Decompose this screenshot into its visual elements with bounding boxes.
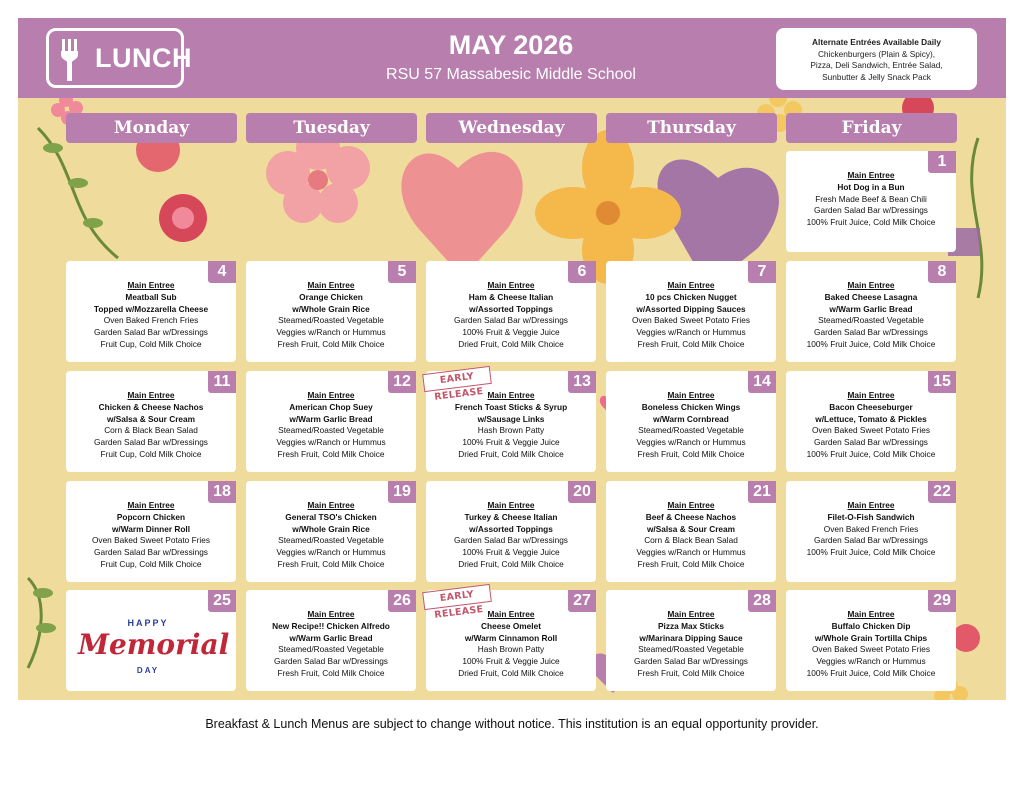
main-entree-item: w/Warm Dinner Roll — [111, 523, 191, 534]
main-entree-label: Main Entree — [307, 609, 355, 619]
main-entree-label: Main Entree — [307, 280, 355, 290]
menu-items — [250, 609, 412, 680]
side-item: Veggies w/Ranch or Hummus — [636, 437, 746, 448]
main-entree-item: Chicken & Cheese Nachos — [98, 401, 204, 412]
main-entree-item: Popcorn Chicken — [116, 511, 186, 522]
main-entree-item: Hot Dog in a Bun — [837, 181, 905, 192]
main-entree-item: Orange Chicken — [299, 291, 363, 302]
menu-items — [250, 500, 412, 571]
side-item: Dried Fruit, Cold Milk Choice — [458, 448, 564, 459]
main-entree-item: Boneless Chicken Wings — [641, 401, 741, 412]
menu-items — [430, 500, 592, 571]
day-number: 20 — [568, 481, 596, 503]
day-number: 27 — [568, 590, 596, 612]
main-entree-label: Main Entree — [667, 500, 715, 510]
side-item: Steamed/Roasted Vegetable — [278, 535, 384, 546]
menu-items — [790, 390, 952, 461]
side-item: Steamed/Roasted Vegetable — [818, 315, 924, 326]
side-item: Fruit Cup, Cold Milk Choice — [100, 448, 202, 459]
side-item: Oven Baked Sweet Potato Fries — [91, 535, 211, 546]
main-entree-item: Baked Cheese Lasagna — [824, 291, 918, 302]
day-cell — [246, 481, 416, 582]
alternate-entrees-box — [776, 28, 977, 90]
day-cell — [786, 590, 956, 691]
day-number: 19 — [388, 481, 416, 503]
side-item: Garden Salad Bar w/Dressings — [814, 535, 928, 546]
main-entree-item: Topped w/Mozzarella Cheese — [93, 303, 209, 314]
main-entree-item: Cheese Omelet — [481, 620, 541, 631]
side-item: Fresh Fruit, Cold Milk Choice — [637, 667, 745, 678]
menu-items — [70, 280, 232, 351]
main-entree-label: Main Entree — [847, 390, 895, 400]
side-item: Garden Salad Bar w/Dressings — [634, 656, 748, 667]
side-item: Veggies w/Ranch or Hummus — [276, 437, 386, 448]
main-entree-label: Main Entree — [487, 609, 535, 619]
day-number: 14 — [748, 371, 776, 393]
main-entree-item: Bacon Cheeseburger — [829, 401, 913, 412]
menu-poster — [18, 18, 1006, 700]
day-number: 21 — [748, 481, 776, 503]
side-item: Hash Brown Patty — [477, 425, 545, 436]
menu-items — [790, 500, 952, 559]
day-cell — [606, 590, 776, 691]
day-number: 25 — [208, 590, 236, 612]
main-entree-label: Main Entree — [307, 500, 355, 510]
side-item: 100% Fruit Juice, Cold Milk Choice — [806, 667, 936, 678]
side-item: Garden Salad Bar w/Dressings — [814, 205, 928, 216]
side-item: Garden Salad Bar w/Dressings — [814, 327, 928, 338]
early-release-stamp: EARLY RELEASE — [422, 584, 492, 610]
main-entree-item: General TSO's Chicken — [285, 511, 377, 522]
main-entree-label: Main Entree — [127, 500, 175, 510]
menu-items — [70, 500, 232, 571]
main-entree-label: Main Entree — [307, 390, 355, 400]
side-item: Oven Baked Sweet Potato Fries — [811, 644, 931, 655]
menu-items — [250, 390, 412, 461]
day-cell — [606, 261, 776, 362]
memorial-day-graphic — [78, 614, 230, 684]
side-item: Dried Fruit, Cold Milk Choice — [458, 558, 564, 569]
side-item: Fruit Cup, Cold Milk Choice — [100, 558, 202, 569]
side-item: Dried Fruit, Cold Milk Choice — [458, 667, 564, 678]
main-entree-item: Turkey & Cheese Italian — [464, 511, 558, 522]
weekday-header-wednesday: Wednesday — [426, 113, 597, 143]
side-item: 100% Fruit & Veggie Juice — [462, 437, 560, 448]
main-entree-item: Buffalo Chicken Dip — [831, 620, 911, 631]
menu-items — [790, 170, 952, 229]
side-item: Oven Baked French Fries — [823, 523, 919, 534]
menu-items — [610, 609, 772, 680]
side-item: Fresh Fruit, Cold Milk Choice — [637, 338, 745, 349]
school-name: RSU 57 Massabesic Middle School — [386, 66, 636, 83]
day-number: 11 — [208, 371, 236, 393]
day-cell — [786, 371, 956, 472]
side-item: Oven Baked Sweet Potato Fries — [811, 425, 931, 436]
side-item: Fresh Fruit, Cold Milk Choice — [637, 558, 745, 569]
main-entree-label: Main Entree — [847, 170, 895, 180]
day-cell — [246, 590, 416, 691]
main-entree-label: Main Entree — [667, 280, 715, 290]
main-entree-item: American Chop Suey — [289, 401, 373, 412]
side-item: Steamed/Roasted Vegetable — [638, 425, 744, 436]
logo-text: LUNCH — [95, 43, 192, 73]
memorial-day-text: DAY — [136, 666, 160, 675]
main-entree-item: Filet-O-Fish Sandwich — [827, 511, 915, 522]
main-entree-item: w/Whole Grain Rice — [292, 303, 370, 314]
alternate-entrees-line: Pizza, Deli Sandwich, Entrée Salad, — [810, 60, 943, 70]
main-entree-item: w/Warm Cornbread — [653, 413, 729, 424]
main-entree-item: Ham & Cheese Italian — [468, 291, 554, 302]
side-item: 100% Fruit & Veggie Juice — [462, 656, 560, 667]
side-item: 100% Fruit Juice, Cold Milk Choice — [806, 547, 936, 558]
day-number: 18 — [208, 481, 236, 503]
side-item: Fresh Fruit, Cold Milk Choice — [277, 667, 385, 678]
main-entree-item: w/Warm Cinnamon Roll — [464, 632, 558, 643]
main-entree-item: Meatball Sub — [125, 291, 177, 302]
side-item: 100% Fruit & Veggie Juice — [462, 547, 560, 558]
main-entree-item: Beef & Cheese Nachos — [645, 511, 737, 522]
side-item: Veggies w/Ranch or Hummus — [816, 656, 926, 667]
day-cell — [66, 481, 236, 582]
main-entree-label: Main Entree — [487, 500, 535, 510]
main-entree-item: w/Assorted Toppings — [469, 523, 553, 534]
alternate-entrees-line: Chickenburgers (Plain & Spicy), — [817, 48, 936, 59]
side-item: Steamed/Roasted Vegetable — [278, 425, 384, 436]
day-cell — [606, 481, 776, 582]
alternate-entrees-line: Sunbutter & Jelly Snack Pack — [822, 71, 931, 82]
day-cell — [426, 481, 596, 582]
main-entree-item: w/Whole Grain Tortilla Chips — [814, 632, 928, 643]
memorial-word: Memorial — [78, 628, 230, 661]
day-cell — [246, 261, 416, 362]
side-item: Oven Baked French Fries — [103, 315, 199, 326]
side-item: Garden Salad Bar w/Dressings — [454, 535, 568, 546]
side-item: Steamed/Roasted Vegetable — [278, 315, 384, 326]
main-entree-item: w/Sausage Links — [477, 413, 545, 424]
menu-items — [70, 390, 232, 461]
menu-items — [610, 390, 772, 461]
main-entree-item: w/Assorted Toppings — [469, 303, 553, 314]
side-item: Garden Salad Bar w/Dressings — [814, 437, 928, 448]
day-number: 13 — [568, 371, 596, 393]
menu-items — [790, 609, 952, 680]
side-item: 100% Fruit Juice, Cold Milk Choice — [806, 217, 936, 228]
side-item: Fresh Fruit, Cold Milk Choice — [637, 448, 745, 459]
memorial-happy-text: HAPPY — [127, 618, 169, 628]
menu-items — [250, 280, 412, 351]
day-number: 29 — [928, 590, 956, 612]
day-cell — [786, 481, 956, 582]
main-entree-label: Main Entree — [127, 390, 175, 400]
main-entree-item: 10 pcs Chicken Nugget — [645, 291, 737, 302]
main-entree-item: Pizza Max Sticks — [658, 620, 724, 631]
month-title: MAY 2026 — [448, 30, 574, 60]
day-number: 7 — [748, 261, 776, 283]
day-number: 5 — [388, 261, 416, 283]
day-number: 26 — [388, 590, 416, 612]
day-number: 12 — [388, 371, 416, 393]
main-entree-item: w/Lettuce, Tomato & Pickles — [815, 413, 927, 424]
side-item: Oven Baked Sweet Potato Fries — [631, 315, 751, 326]
side-item: Dried Fruit, Cold Milk Choice — [458, 338, 564, 349]
day-cell — [426, 261, 596, 362]
side-item: Veggies w/Ranch or Hummus — [636, 547, 746, 558]
side-item: Steamed/Roasted Vegetable — [278, 644, 384, 655]
side-item: Veggies w/Ranch or Hummus — [276, 327, 386, 338]
side-item: Veggies w/Ranch or Hummus — [276, 547, 386, 558]
menu-items — [610, 280, 772, 351]
side-item: Hash Brown Patty — [477, 644, 545, 655]
weekday-header-monday: Monday — [66, 113, 237, 143]
side-item: Garden Salad Bar w/Dressings — [94, 327, 208, 338]
side-item: Garden Salad Bar w/Dressings — [94, 547, 208, 558]
day-cell — [66, 261, 236, 362]
day-number: 1 — [928, 151, 956, 173]
main-entree-item: w/Warm Garlic Bread — [289, 413, 373, 424]
day-cell — [786, 151, 956, 252]
weekday-header-friday: Friday — [786, 113, 957, 143]
day-cell — [66, 371, 236, 472]
alternate-entrees-title: Alternate Entrées Available Daily — [812, 37, 941, 47]
side-item: 100% Fruit & Veggie Juice — [462, 327, 560, 338]
main-entree-item: French Toast Sticks & Syrup — [454, 401, 568, 412]
day-number: 6 — [568, 261, 596, 283]
day-number: 28 — [748, 590, 776, 612]
main-entree-label: Main Entree — [847, 609, 895, 619]
main-entree-label: Main Entree — [847, 500, 895, 510]
day-cell — [606, 371, 776, 472]
main-entree-item: w/Marinara Dipping Sauce — [639, 632, 743, 643]
menu-items — [430, 280, 592, 351]
weekday-header-tuesday: Tuesday — [246, 113, 417, 143]
fork-icon — [57, 37, 87, 83]
side-item: Steamed/Roasted Vegetable — [638, 644, 744, 655]
day-cell — [246, 371, 416, 472]
main-entree-label: Main Entree — [847, 280, 895, 290]
side-item: Fresh Fruit, Cold Milk Choice — [277, 448, 385, 459]
main-entree-item: w/Salsa & Sour Cream — [106, 413, 196, 424]
day-cell — [786, 261, 956, 362]
early-release-stamp: EARLY RELEASE — [422, 366, 492, 392]
main-entree-item: w/Warm Garlic Bread — [289, 632, 373, 643]
side-item: 100% Fruit Juice, Cold Milk Choice — [806, 448, 936, 459]
main-entree-label: Main Entree — [667, 609, 715, 619]
side-item: 100% Fruit Juice, Cold Milk Choice — [806, 338, 936, 349]
footer-notice: Breakfast & Lunch Menus are subject to change without notice. This institution is an equal opportunity provider. — [205, 717, 819, 731]
main-entree-item: New Recipe!! Chicken Alfredo — [272, 620, 390, 631]
day-number: 22 — [928, 481, 956, 503]
side-item: Garden Salad Bar w/Dressings — [454, 315, 568, 326]
side-item: Garden Salad Bar w/Dressings — [274, 656, 388, 667]
lunch-logo — [46, 28, 192, 88]
side-item: Corn & Black Bean Salad — [644, 535, 738, 546]
menu-items — [790, 280, 952, 351]
main-entree-item: w/Whole Grain Rice — [292, 523, 370, 534]
side-item: Garden Salad Bar w/Dressings — [94, 437, 208, 448]
main-entree-label: Main Entree — [127, 280, 175, 290]
side-item: Corn & Black Bean Salad — [104, 425, 198, 436]
main-entree-label: Main Entree — [667, 390, 715, 400]
main-entree-label: Main Entree — [487, 280, 535, 290]
day-number: 4 — [208, 261, 236, 283]
day-cell — [66, 590, 236, 691]
menu-items — [610, 500, 772, 571]
main-entree-item: w/Assorted Dipping Sauces — [636, 303, 746, 314]
main-entree-item: w/Warm Garlic Bread — [829, 303, 913, 314]
side-item: Fruit Cup, Cold Milk Choice — [100, 338, 202, 349]
main-entree-label: Main Entree — [487, 390, 535, 400]
weekday-header-thursday: Thursday — [606, 113, 777, 143]
day-number: 15 — [928, 371, 956, 393]
side-item: Fresh Fruit, Cold Milk Choice — [277, 558, 385, 569]
side-item: Veggies w/Ranch or Hummus — [636, 327, 746, 338]
side-item: Fresh Fruit, Cold Milk Choice — [277, 338, 385, 349]
day-number: 8 — [928, 261, 956, 283]
main-entree-item: w/Salsa & Sour Cream — [646, 523, 736, 534]
side-item: Fresh Made Beef & Bean Chili — [815, 193, 927, 204]
